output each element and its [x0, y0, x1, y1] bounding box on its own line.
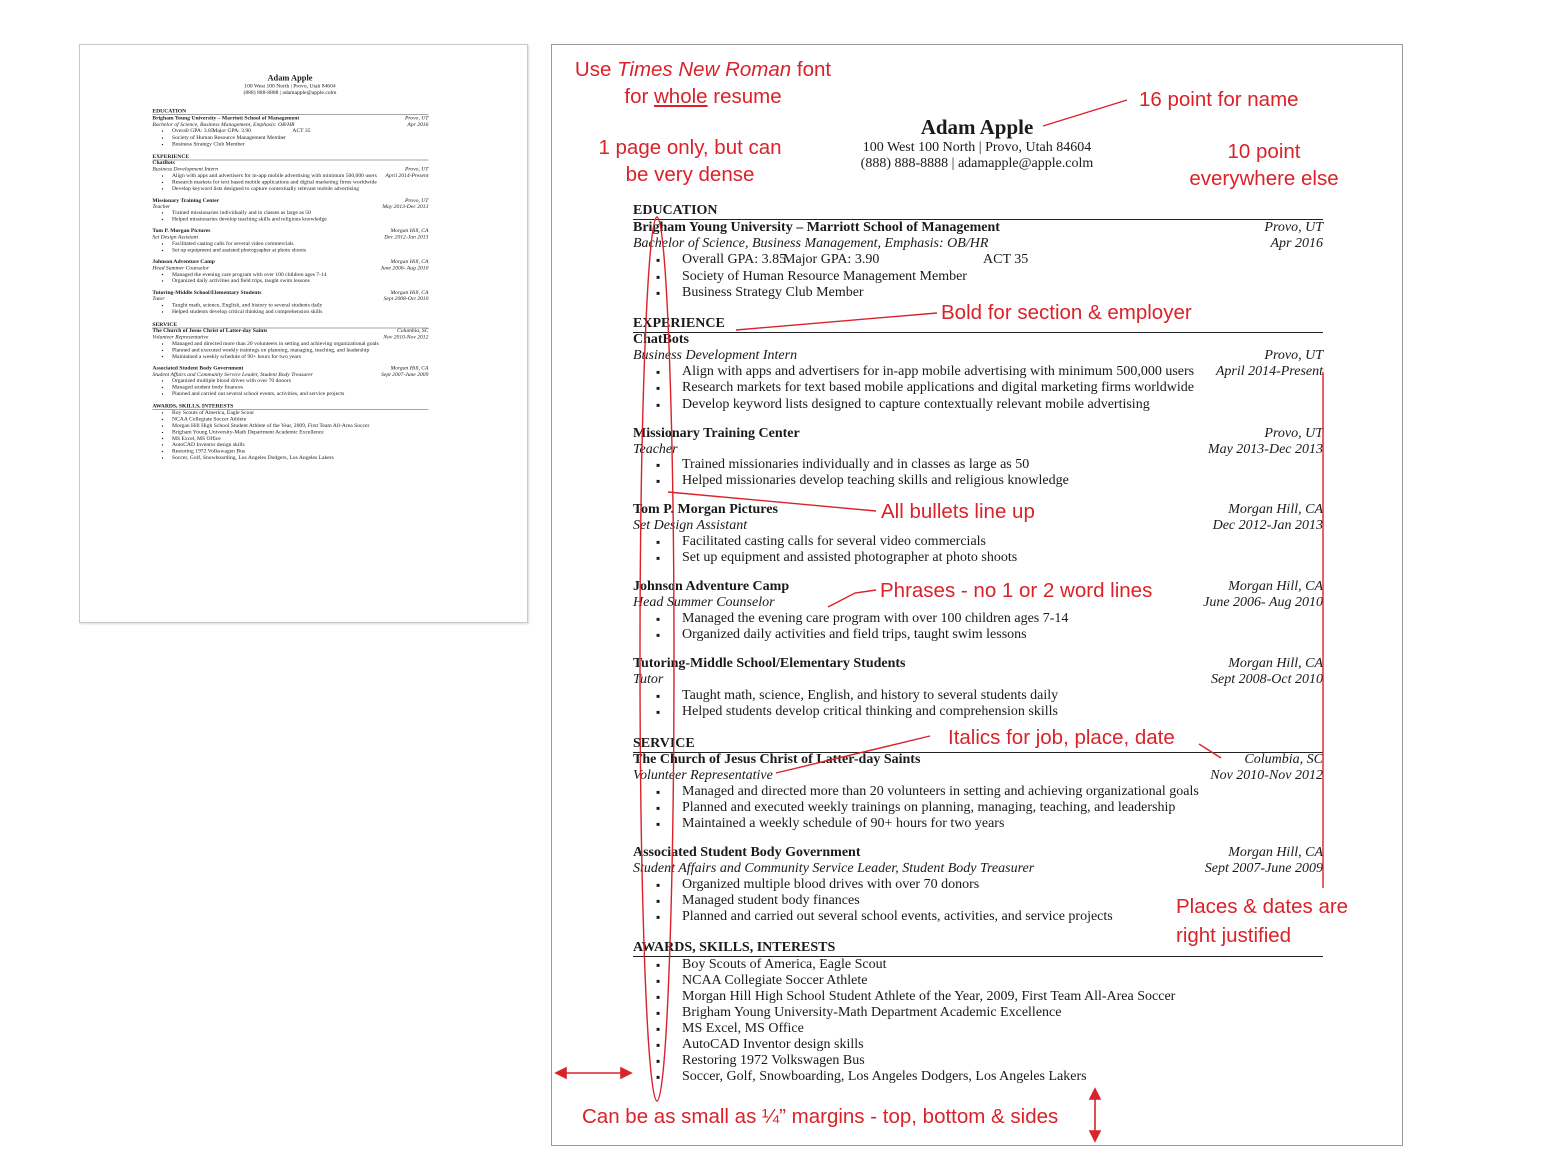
- resume-name: Adam Apple: [267, 73, 313, 83]
- resume-address: 100 West 100 North | Provo, Utah 84604: [862, 140, 1092, 155]
- job-date: May 2013-Dec 2013: [1207, 442, 1323, 457]
- annotation-margins: Can be as small as ¼” margins - top, bottom & sides: [582, 1105, 1059, 1128]
- job-title: Set Design Assistant: [152, 234, 199, 241]
- employer-name: Johnson Adventure Camp: [152, 258, 215, 265]
- employer-name: Johnson Adventure Camp: [633, 579, 790, 594]
- job-date: June 2006- Aug 2010: [1203, 595, 1323, 610]
- job-title: Business Development Intern: [633, 348, 798, 363]
- job-date: Sept 2008-Oct 2010: [1211, 672, 1323, 687]
- section-header-awards: AWARDS, SKILLS, INTERESTS: [152, 403, 428, 410]
- education-org: Brigham Young University – Marriott School of Management: [633, 220, 1000, 235]
- section-header-service: SERVICE: [633, 735, 1323, 753]
- job-place: Morgan Hill, CA: [390, 227, 429, 234]
- act-score: ACT 35: [292, 127, 311, 134]
- job-title: Student Affairs and Community Service Leader, Student Body Treasurer: [152, 371, 313, 378]
- employer-name: Tom P. Morgan Pictures: [633, 502, 778, 517]
- section-header-education: EDUCATION: [633, 202, 1323, 220]
- job-title: Tutor: [152, 295, 165, 302]
- education-degree: Bachelor of Science, Business Management, Emphasis: OB/HR: [152, 121, 295, 128]
- job-date: Sept 2007-June 2009: [1204, 861, 1323, 876]
- education-place: Provo, UT: [404, 115, 429, 121]
- job-date: May 2013-Dec 2013: [382, 203, 429, 210]
- section-header-experience: EXPERIENCE: [152, 153, 428, 160]
- education-place: Provo, UT: [1264, 220, 1323, 235]
- section-header-awards: AWARDS, SKILLS, INTERESTS: [633, 939, 1323, 957]
- major-gpa: Major GPA: 3.90: [783, 252, 880, 267]
- job-date: June 2006- Aug 2010: [380, 265, 429, 271]
- annotation-ten-point: 10 point everywhere else: [1189, 140, 1339, 190]
- job-date: April 2014-Present: [1215, 364, 1323, 379]
- employer-name: Associated Student Body Government: [152, 365, 244, 371]
- annotation-italics: Italics for job, place, date: [948, 726, 1175, 749]
- job-date: Dec 2012-Jan 2013: [1212, 518, 1323, 533]
- job-place: Provo, UT: [404, 197, 429, 204]
- job-title: Volunteer Representative: [152, 334, 209, 341]
- job-place: Provo, UT: [1264, 348, 1323, 363]
- annotation-one-page: 1 page only, but can be very dense: [598, 136, 782, 186]
- employer-name: Tutoring-Middle School/Elementary Students: [633, 656, 906, 671]
- annotation-phrases: Phrases - no 1 or 2 word lines: [880, 579, 1153, 602]
- section-header-experience: EXPERIENCE: [633, 315, 1323, 333]
- job-date: Nov 2010-Nov 2012: [383, 334, 429, 341]
- job-place: Morgan Hill, CA: [1228, 656, 1323, 671]
- job-title: Head Summer Counselor: [152, 265, 210, 271]
- job-title: Student Affairs and Community Service Leader, Student Body Treasurer: [633, 861, 1035, 876]
- employer-name: Missionary Training Center: [633, 426, 800, 441]
- employer-name: ChatBots: [152, 159, 175, 166]
- annotation-right-justified: Places & dates are right justified: [1176, 895, 1349, 947]
- job-title: Teacher: [152, 203, 171, 210]
- section-header-education: EDUCATION: [152, 108, 428, 115]
- major-gpa: Major GPA: 3.90: [212, 127, 251, 134]
- job-place: Columbia, SC: [396, 327, 429, 334]
- education-org: Brigham Young University – Marriott School of Management: [152, 115, 300, 121]
- job-title: Head Summer Counselor: [633, 595, 775, 610]
- resume-document: Adam Apple 100 West 100 North | Provo, Utah 84604 (888) 888-8888 | adamapple@apple.colm EDUCATION Brigham Young University – Marriott School of Management Provo, UT Bachelor of Science, Business Management, Emphasis: OB/HR Apr 2016 Overall GPA: 3.85 Major GPA: 3.90 ACT 35 Society of Human Resource Management Member Business Strategy Club Member EXPERIENCE ChatBots Business Development Intern Provo, UT April 2014-Present Align with apps and advertisers for in-app mobile advertising with minimum 500,000 users Research markets for text based mobile applications and digital marketing firms worldwide Develop keyword lists designed to capture contextually relevant mobile advertising Missionary Training Center Provo, UT Teacher May 2013-Dec 2013 Trained missionaries individually and in classes as large as 50 Helped missionaries develop teaching skills and religious knowledge Tom P. Morgan Pictures Morgan Hill, CA Set Design Assistant Dec 2012-Jan 2013 Facilitated casting calls for several video commercials Set up equipment and assisted photographer at photo shoots Johnson Adventure Camp Morgan Hill, CA Head Summer Counselor June 2006- Aug 2010 Managed the evening care program with over 100 children ages 7-14 Organized daily activities and field trips, taught swim lessons Tutoring-Middle School/Elementary Students Morgan Hill, CA Tutor Sept 2008-Oct 2010 Taught math, science, English, and history to several students daily Helped students develop critical thinking and comprehension skills SERVICE The Church of Jesus Christ of Latter-day Saints Columbia, SC Volunteer Representative Nov 2010-Nov 2012 Managed and directed more than 20 volunteers in setting and achieving organizational goals Planned and executed weekly trainings on planning, managing, teaching, and leadership Maintained a weekly schedule of 90+ hours for two years Associated Student Body Government Morgan Hill, CA Student Affairs and Community Service Leader, Student Body Treasurer Sept 2007-June 2009 Organized multiple blood drives with over 70 donors Managed student body finances Planned and carried out several school events, activities, and service projects AWARDS, SKILLS, INTERESTS Boy Scouts of America, Eagle Scout NCAA Collegiate Soccer Athlete Morgan Hill High School Student Athlete of the Year, 2009, First Team All-Area Soccer Brigham Young University-Math Department Academic Excellence MS Excel, MS Office AutoCAD Inventor design skills Restoring 1972 Volkswagen Bus Soccer, Golf, Snowboarding, Los Angeles Dodgers, Los Angeles Lakers: [552, 45, 1402, 1145]
- job-place: Columbia, SC: [1244, 752, 1323, 767]
- job-date: April 2014-Present: [385, 172, 429, 179]
- resume-address: 100 West 100 North | Provo, Utah 84604: [244, 83, 336, 89]
- education-degree: Bachelor of Science, Business Management, Emphasis: OB/HR: [633, 236, 989, 251]
- resume-phone-email: (888) 888-8888 | adamapple@apple.colm: [243, 89, 337, 96]
- annotation-name-size: 16 point for name: [1139, 88, 1299, 111]
- job-title: Business Development Intern: [152, 166, 219, 173]
- resume-name: Adam Apple: [920, 115, 1034, 139]
- annotation-font: [560, 56, 846, 110]
- overall-gpa: Overall GPA: 3.85: [682, 252, 787, 267]
- education-date: Apr 2016: [407, 121, 429, 128]
- job-place: Morgan Hill, CA: [390, 365, 429, 371]
- job-title: Tutor: [633, 672, 664, 687]
- annotation-bold: Bold for section & employer: [941, 301, 1192, 324]
- employer-name: Missionary Training Center: [152, 197, 220, 204]
- job-title: Volunteer Representative: [633, 768, 773, 783]
- job-date: Dec 2012-Jan 2013: [384, 234, 429, 241]
- annotation-font-line1: Use Times New Roman font: [574, 58, 832, 81]
- annotation-font-line2: for whole resume: [624, 85, 782, 108]
- job-title: Teacher: [633, 442, 678, 457]
- section-header-service: SERVICE: [152, 321, 428, 328]
- job-place: Morgan Hill, CA: [390, 258, 429, 265]
- annotation-bullets: All bullets line up: [881, 500, 1035, 523]
- job-place: Morgan Hill, CA: [1228, 502, 1323, 517]
- employer-name: Tom P. Morgan Pictures: [152, 227, 211, 234]
- employer-name: The Church of Jesus Christ of Latter-day Saints: [633, 752, 921, 767]
- job-date: Sept 2007-June 2009: [381, 371, 429, 378]
- job-place: Morgan Hill, CA: [1228, 845, 1323, 860]
- education-date: Apr 2016: [1270, 236, 1323, 251]
- employer-name: Tutoring-Middle School/Elementary Students: [152, 289, 262, 296]
- resume-phone-email: (888) 888-8888 | adamapple@apple.colm: [860, 156, 1094, 171]
- thumbnail-resume-document: Adam Apple 100 West 100 North | Provo, Utah 84604 (888) 888-8888 | adamapple@apple.colm EDUCATION Brigham Young University – Marriott School of Management Provo, UT Bachelor of Science, Business Management, Emphasis: OB/HR Apr 2016 Overall GPA: 3.85 Major GPA: 3.90 ACT 35 Society of Human Resource Management Member Business Strategy Club Member EXPERIENCE ChatBots Business Development Intern Provo, UT April 2014-Present Align with apps and advertisers for in-app mobile advertising with minimum 500,000 users Research markets for text based mobile applications and digital marketing firms worldwide Develop keyword lists designed to capture contextually relevant mobile advertising Missionary Training Center Provo, UT Teacher May 2013-Dec 2013 Trained missionaries individually and in classes as large as 50 Helped missionaries develop teaching skills and religious knowledge Tom P. Morgan Pictures Morgan Hill, CA Set Design Assistant Dec 2012-Jan 2013 Facilitated casting calls for several video commercials Set up equipment and assisted photographer at photo shoots Johnson Adventure Camp Morgan Hill, CA Head Summer Counselor June 2006- Aug 2010 Managed the evening care program with over 100 children ages 7-14 Organized daily activities and field trips, taught swim lessons Tutoring-Middle School/Elementary Students Morgan Hill, CA Tutor Sept 2008-Oct 2010 Taught math, science, English, and history to several students daily Helped students develop critical thinking and comprehension skills SERVICE The Church of Jesus Christ of Latter-day Saints Columbia, SC Volunteer Representative Nov 2010-Nov 2012 Managed and directed more than 20 volunteers in setting and achieving organizational goals Planned and executed weekly trainings on planning, managing, teaching, and leadership Maintained a weekly schedule of 90+ hours for two years Associated Student Body Government Morgan Hill, CA Student Affairs and Community Service Leader, Student Body Treasurer Sept 2007-June 2009 Organized multiple blood drives with over 70 donors Managed student body finances Planned and carried out several school events, activities, and service projects AWARDS, SKILLS, INTERESTS Boy Scouts of America, Eagle Scout NCAA Collegiate Soccer Athlete Morgan Hill High School Student Athlete of the Year, 2009, First Team All-Area Soccer Brigham Young University-Math Department Academic Excellence MS Excel, MS Office AutoCAD Inventor design skills Restoring 1972 Volkswagen Bus Soccer, Golf, Snowboarding, Los Angeles Dodgers, Los Angeles Lakers: [120, 45, 460, 485]
- job-place: Provo, UT: [1264, 426, 1323, 441]
- job-date: Sept 2008-Oct 2010: [383, 295, 429, 302]
- employer-name: Associated Student Body Government: [633, 845, 861, 860]
- overall-gpa: Overall GPA: 3.85: [172, 127, 214, 134]
- job-place: Morgan Hill, CA: [390, 289, 429, 296]
- job-place: Morgan Hill, CA: [1228, 579, 1323, 594]
- resume-thumbnail: [79, 44, 528, 623]
- job-date: Nov 2010-Nov 2012: [1210, 768, 1323, 783]
- job-place: Provo, UT: [404, 166, 429, 173]
- employer-name: The Church of Jesus Christ of Latter-day Saints: [152, 327, 268, 334]
- job-title: Set Design Assistant: [633, 518, 748, 533]
- employer-name: ChatBots: [633, 332, 690, 347]
- act-score: ACT 35: [983, 252, 1029, 267]
